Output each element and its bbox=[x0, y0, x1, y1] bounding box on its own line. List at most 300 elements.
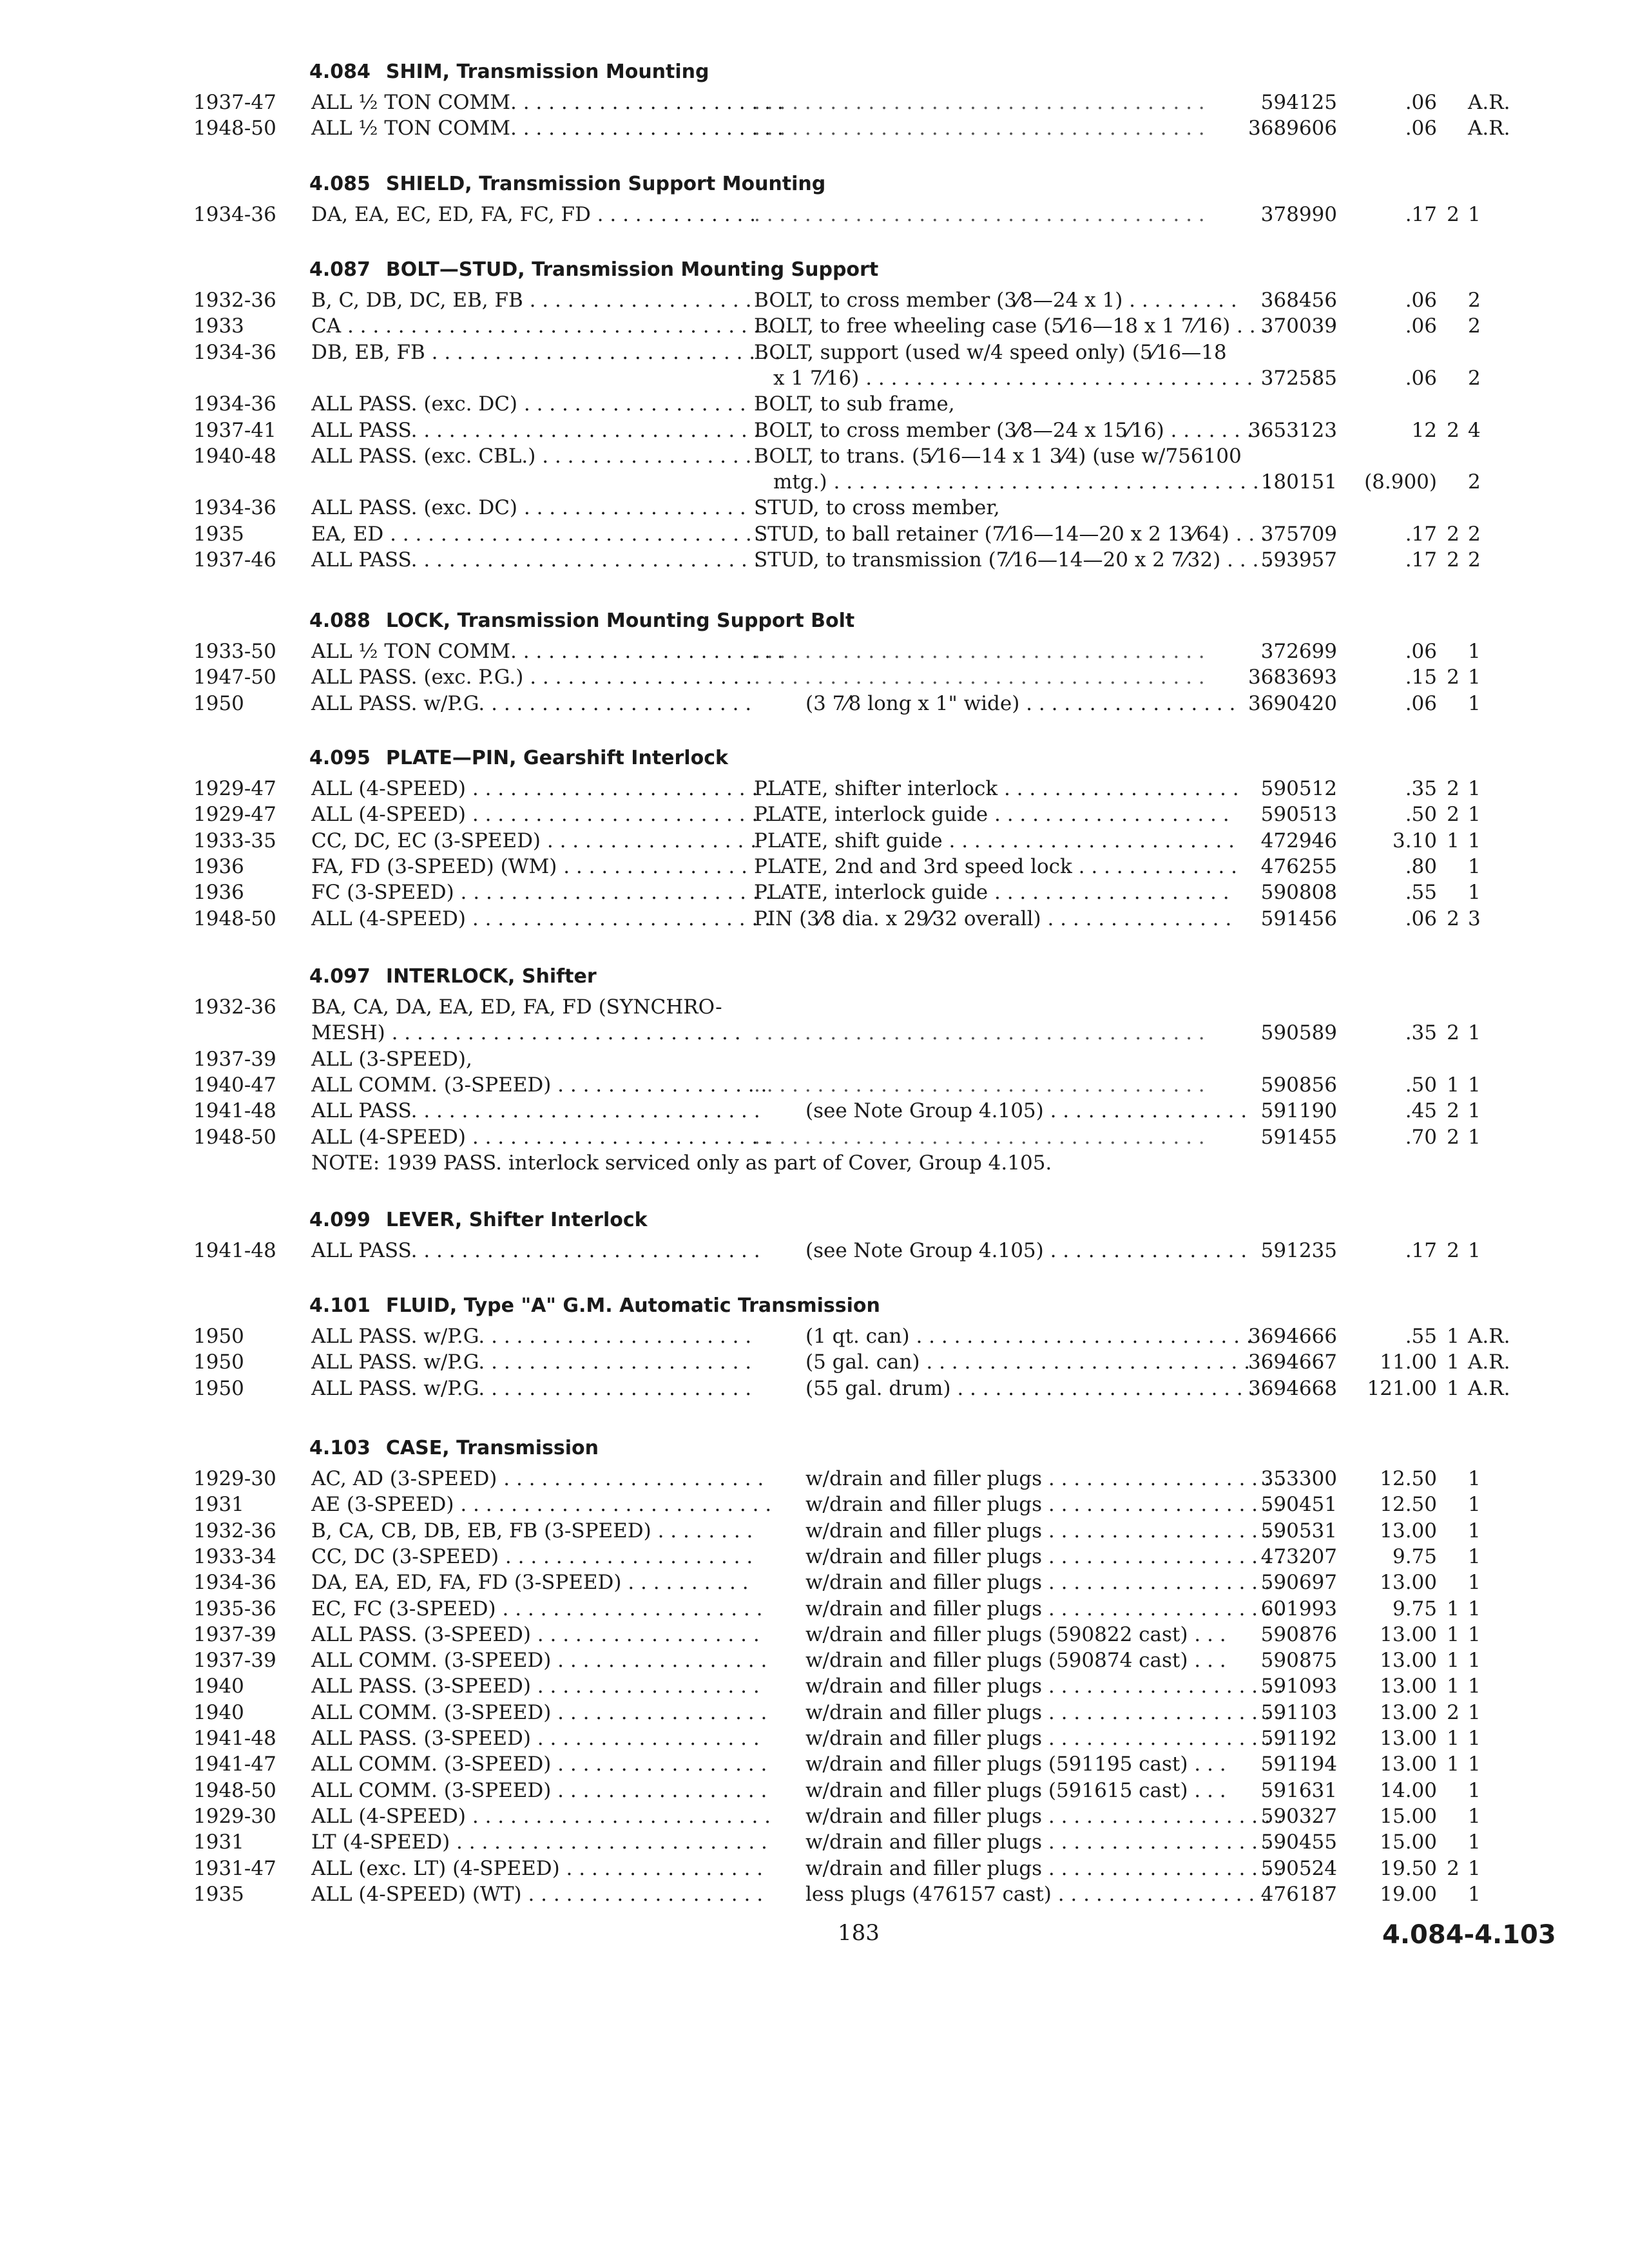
row-price: 15.00 bbox=[1380, 1831, 1437, 1854]
row-part-number: 591455 bbox=[1260, 1125, 1337, 1149]
row-price: 12 bbox=[1411, 418, 1437, 442]
row-qty-2: 1 bbox=[1468, 1125, 1481, 1149]
row-years: 1948-50 bbox=[193, 1125, 276, 1149]
row-description: PLATE, interlock guide . . . . . . . . . . . . . . . . . . . bbox=[754, 803, 1229, 827]
row-price: 14.00 bbox=[1380, 1778, 1437, 1802]
row-description: (see Note Group 4.105) . . . . . . . . . . . . . . . . bbox=[805, 1099, 1248, 1123]
row-qty-1: 2 bbox=[1447, 907, 1460, 930]
row-years: 1950 bbox=[193, 1350, 244, 1374]
row-price: 12.50 bbox=[1380, 1467, 1437, 1490]
row-application: DA, EA, ED, FA, FD (3-SPEED) . . . . . . . . . . bbox=[311, 1571, 749, 1595]
row-price: .06 bbox=[1405, 640, 1437, 663]
row-qty-1: 1 bbox=[1447, 1597, 1460, 1620]
row-application: ALL COMM. (3-SPEED) . . . . . . . . . . . . . . . . . bbox=[311, 1073, 767, 1097]
row-price: 9.75 bbox=[1392, 1597, 1437, 1620]
row-application: ALL (4-SPEED) . . . . . . . . . . . . . . . . . . . . . . . . bbox=[311, 1804, 771, 1828]
row-description: BOLT, support (used w/4 speed only) (5⁄16—18 bbox=[754, 340, 1227, 364]
parts-row bbox=[0, 774, 1629, 803]
row-application: ALL ½ TON COMM. . . . . . . . . . . . . . . . . . . . . . bbox=[311, 91, 784, 114]
row-description: . . . . . . . . . . . . . . . . . . . . . . . . . . . . . . . . . . . . bbox=[754, 117, 1205, 140]
parts-row bbox=[0, 1828, 1629, 1856]
row-years: 1937-41 bbox=[193, 418, 276, 442]
row-qty-2: 1 bbox=[1468, 666, 1481, 689]
row-years: 1950 bbox=[193, 1325, 244, 1348]
group-header bbox=[309, 961, 597, 992]
row-application: ALL COMM. (3-SPEED) . . . . . . . . . . . . . . . . . bbox=[311, 1753, 767, 1776]
row-part-number: 590512 bbox=[1260, 777, 1337, 800]
row-description: w/drain and filler plugs . . . . . . . . . . . . . . . . . . . bbox=[805, 1571, 1284, 1595]
row-part-number: 590697 bbox=[1260, 1571, 1337, 1595]
parts-row bbox=[0, 1236, 1629, 1265]
row-qty-2: 1 bbox=[1468, 1099, 1481, 1123]
row-application: ALL PASS. . . . . . . . . . . . . . . . . . . . . . . . . . . . bbox=[311, 548, 760, 572]
parts-row bbox=[0, 1071, 1629, 1099]
row-application: ALL PASS. (exc. DC) . . . . . . . . . . . . . . . . . . bbox=[311, 392, 746, 416]
row-price: .80 bbox=[1405, 854, 1437, 878]
parts-row bbox=[0, 1322, 1629, 1350]
row-years: 1933-34 bbox=[193, 1544, 276, 1568]
row-years: 1940 bbox=[193, 1675, 244, 1698]
row-qty-1: 2 bbox=[1447, 548, 1460, 572]
row-price: (8.900) bbox=[1364, 470, 1437, 494]
row-qty-1: 2 bbox=[1447, 1856, 1460, 1880]
parts-row bbox=[0, 114, 1629, 142]
parts-row bbox=[0, 1620, 1629, 1649]
row-application: CA . . . . . . . . . . . . . . . . . . . . . . . . . . . . . . . . . . . bbox=[311, 314, 786, 338]
row-description: w/drain and filler plugs . . . . . . . . . . . . . . . . . . . bbox=[805, 1467, 1284, 1490]
row-part-number: 590856 bbox=[1260, 1073, 1337, 1097]
parts-row bbox=[0, 1045, 1629, 1073]
row-qty-1: 2 bbox=[1447, 666, 1460, 689]
row-description: w/drain and filler plugs . . . . . . . . . . . . . . . . . . . bbox=[805, 1804, 1284, 1828]
parts-row bbox=[0, 442, 1629, 470]
row-application: ALL PASS. w/P.G. . . . . . . . . . . . . . . . . . . . . . bbox=[311, 1376, 752, 1400]
row-description: w/drain and filler plugs . . . . . . . . . . . . . . . . . . . bbox=[805, 1831, 1284, 1854]
row-qty-2: 1 bbox=[1468, 1700, 1481, 1724]
row-application: ALL (4-SPEED) . . . . . . . . . . . . . . . . . . . . . . . . bbox=[311, 1125, 771, 1149]
row-qty-2: 1 bbox=[1468, 777, 1481, 800]
row-qty-1: 1 bbox=[1447, 1073, 1460, 1097]
row-description: (1 qt. can) . . . . . . . . . . . . . . . . . . . . . . . . . . . bbox=[805, 1325, 1253, 1348]
row-part-number: 590531 bbox=[1260, 1519, 1337, 1542]
row-price: .15 bbox=[1405, 666, 1437, 689]
row-years: 1940-48 bbox=[193, 444, 276, 468]
row-qty-2: A.R. bbox=[1468, 1350, 1510, 1374]
row-application: CC, DC (3-SPEED) . . . . . . . . . . . . . . . . . . . . bbox=[311, 1544, 753, 1568]
group-title: INTERLOCK, Shifter bbox=[385, 965, 597, 988]
row-description: mtg.) . . . . . . . . . . . . . . . . . . . . . . . . . . . . . . . . . . . bbox=[773, 470, 1272, 494]
parts-row bbox=[0, 546, 1629, 574]
row-part-number: 3683693 bbox=[1248, 666, 1337, 689]
row-qty-2: 1 bbox=[1468, 829, 1481, 852]
row-qty-1: 1 bbox=[1447, 829, 1460, 852]
row-qty-2: A.R. bbox=[1468, 117, 1510, 140]
row-part-number: 3653123 bbox=[1248, 418, 1337, 442]
row-application: FA, FD (3-SPEED) (WM) . . . . . . . . . . . . . . . bbox=[311, 854, 747, 878]
parts-row bbox=[0, 852, 1629, 881]
row-application: ALL (exc. LT) (4-SPEED) . . . . . . . . . . . . . . . . bbox=[311, 1856, 764, 1880]
row-years: 1937-47 bbox=[193, 91, 276, 114]
row-qty-2: 2 bbox=[1468, 470, 1481, 494]
row-qty-2: 2 bbox=[1468, 522, 1481, 546]
row-description: w/drain and filler plugs (591195 cast) . . . bbox=[805, 1753, 1226, 1776]
parts-row bbox=[0, 1880, 1629, 1908]
row-qty-2: 1 bbox=[1468, 1239, 1481, 1262]
row-description: PLATE, shifter interlock . . . . . . . . . . . . . . . . . . . bbox=[754, 777, 1239, 800]
row-part-number: 3694666 bbox=[1248, 1325, 1337, 1348]
parts-row bbox=[0, 689, 1629, 718]
row-qty-1: 1 bbox=[1447, 1350, 1460, 1374]
row-years: 1948-50 bbox=[193, 907, 276, 930]
row-price: 9.75 bbox=[1392, 1544, 1437, 1568]
row-description: PLATE, 2nd and 3rd speed lock . . . . . . . . . . . . . bbox=[754, 854, 1237, 878]
row-application: DA, EA, EC, ED, FA, FC, FD . . . . . . . . . . . . . bbox=[311, 203, 757, 226]
row-qty-2: 1 bbox=[1468, 691, 1481, 715]
row-part-number: 591631 bbox=[1260, 1778, 1337, 1802]
parts-row bbox=[0, 520, 1629, 548]
row-qty-2: 1 bbox=[1468, 1073, 1481, 1097]
row-years: 1948-50 bbox=[193, 117, 276, 140]
row-years: 1936 bbox=[193, 881, 244, 905]
parts-row bbox=[0, 468, 1629, 496]
row-description: w/drain and filler plugs . . . . . . . . . . . . . . . . . . . bbox=[805, 1700, 1284, 1724]
row-application: AE (3-SPEED) . . . . . . . . . . . . . . . . . . . . . . . . . bbox=[311, 1493, 772, 1517]
group-header bbox=[309, 1433, 599, 1464]
row-years: 1934-36 bbox=[193, 392, 276, 416]
row-years: 1932-36 bbox=[193, 1519, 276, 1542]
row-price: .06 bbox=[1405, 691, 1437, 715]
row-price: 13.00 bbox=[1380, 1622, 1437, 1646]
row-qty-2: 1 bbox=[1468, 1544, 1481, 1568]
row-application: AC, AD (3-SPEED) . . . . . . . . . . . . . . . . . . . . . bbox=[311, 1467, 764, 1490]
parts-row bbox=[0, 905, 1629, 933]
row-description: PLATE, interlock guide . . . . . . . . . . . . . . . . . . . bbox=[754, 881, 1229, 905]
row-part-number: 591194 bbox=[1260, 1753, 1337, 1776]
row-description: . . . . . . . . . . . . . . . . . . . . . . . . . . . . . . . . . . . . bbox=[754, 91, 1205, 114]
group-title: FLUID, Type "A" G.M. Automatic Transmission bbox=[385, 1294, 880, 1317]
row-qty-2: 2 bbox=[1468, 548, 1481, 572]
row-qty-1: 2 bbox=[1447, 418, 1460, 442]
row-qty-1: 2 bbox=[1447, 203, 1460, 226]
row-description: BOLT, to cross member (3⁄8—24 x 1) . . . . . . . . . bbox=[754, 289, 1237, 312]
row-application: ALL ½ TON COMM. . . . . . . . . . . . . . . . . . . . . . bbox=[311, 117, 784, 140]
row-part-number: 476187 bbox=[1260, 1882, 1337, 1906]
row-description: w/drain and filler plugs (591615 cast) . . . bbox=[805, 1778, 1226, 1802]
group-number: 4.085 bbox=[309, 173, 371, 195]
row-price: .06 bbox=[1405, 91, 1437, 114]
row-price: 13.00 bbox=[1380, 1753, 1437, 1776]
row-part-number: 3694667 bbox=[1248, 1350, 1337, 1374]
row-description: w/drain and filler plugs . . . . . . . . . . . . . . . . . . . bbox=[805, 1544, 1284, 1568]
row-years: 1931 bbox=[193, 1831, 244, 1854]
row-qty-1: 1 bbox=[1447, 1727, 1460, 1750]
row-qty-2: 1 bbox=[1468, 1467, 1481, 1490]
parts-row bbox=[0, 1374, 1629, 1403]
row-part-number: 472946 bbox=[1260, 829, 1337, 852]
parts-row bbox=[0, 663, 1629, 691]
parts-row bbox=[0, 1802, 1629, 1831]
row-part-number: 594125 bbox=[1260, 91, 1337, 114]
row-description: BOLT, to cross member (3⁄8—24 x 15⁄16) . . . . . . . bbox=[754, 418, 1253, 442]
row-part-number: 353300 bbox=[1260, 1467, 1337, 1490]
parts-row bbox=[0, 800, 1629, 829]
row-part-number: 180151 bbox=[1260, 470, 1337, 494]
row-years: 1933-35 bbox=[193, 829, 276, 852]
row-price: .55 bbox=[1405, 881, 1437, 905]
row-qty-2: 1 bbox=[1468, 1778, 1481, 1802]
row-description: STUD, to ball retainer (7⁄16—14—20 x 2 13⁄64) . . . bbox=[754, 522, 1268, 546]
row-years: 1934-36 bbox=[193, 496, 276, 520]
group-header bbox=[309, 57, 709, 88]
row-price: .70 bbox=[1405, 1125, 1437, 1149]
row-price: 121.00 bbox=[1367, 1376, 1437, 1400]
row-years: 1941-48 bbox=[193, 1727, 276, 1750]
group-title: LOCK, Transmission Mounting Support Bolt bbox=[385, 610, 855, 632]
row-part-number: 590524 bbox=[1260, 1856, 1337, 1880]
group-header bbox=[309, 606, 854, 637]
row-price: .50 bbox=[1405, 1073, 1437, 1097]
row-years: 1935 bbox=[193, 1882, 244, 1906]
row-application: ALL PASS. . . . . . . . . . . . . . . . . . . . . . . . . . . . bbox=[311, 1099, 760, 1123]
group-title: BOLT—STUD, Transmission Mounting Support bbox=[385, 258, 879, 281]
row-qty-2: 1 bbox=[1468, 854, 1481, 878]
parts-row bbox=[0, 1776, 1629, 1805]
row-price: .50 bbox=[1405, 803, 1437, 827]
row-description: PIN (3⁄8 dia. x 29⁄32 overall) . . . . . . . . . . . . . . . bbox=[754, 907, 1232, 930]
row-description: w/drain and filler plugs . . . . . . . . . . . . . . . . . . . bbox=[805, 1493, 1284, 1517]
row-qty-2: 2 bbox=[1468, 314, 1481, 338]
parts-row bbox=[0, 1542, 1629, 1571]
row-part-number: 591235 bbox=[1260, 1239, 1337, 1262]
row-part-number: 370039 bbox=[1260, 314, 1337, 338]
row-years: 1948-50 bbox=[193, 1778, 276, 1802]
row-application: ALL (3-SPEED), bbox=[311, 1047, 472, 1071]
row-years: 1950 bbox=[193, 691, 244, 715]
row-price: .17 bbox=[1405, 548, 1437, 572]
row-part-number: 372585 bbox=[1260, 366, 1337, 390]
row-description: PLATE, shift guide . . . . . . . . . . . . . . . . . . . . . . . bbox=[754, 829, 1235, 852]
page-number: 183 bbox=[838, 1920, 880, 1946]
group-header bbox=[309, 169, 825, 200]
parts-row bbox=[0, 1568, 1629, 1597]
row-description: BOLT, to trans. (5⁄16—14 x 1 3⁄4) (use w/756100 bbox=[754, 444, 1242, 468]
row-description: . . . . . . . . . . . . . . . . . . . . . . . . . . . . . . . . . . . . bbox=[754, 1073, 1205, 1097]
row-years: 1941-48 bbox=[193, 1239, 276, 1262]
row-description: w/drain and filler plugs . . . . . . . . . . . . . . . . . . . bbox=[805, 1856, 1284, 1880]
row-qty-2: 1 bbox=[1468, 1021, 1481, 1045]
row-application: ALL PASS. (3-SPEED) . . . . . . . . . . . . . . . . . . bbox=[311, 1727, 760, 1750]
row-application: FC (3-SPEED) . . . . . . . . . . . . . . . . . . . . . . . . . bbox=[311, 881, 772, 905]
row-part-number: 591103 bbox=[1260, 1700, 1337, 1724]
row-application: ALL PASS. (3-SPEED) . . . . . . . . . . . . . . . . . . bbox=[311, 1675, 760, 1698]
parts-row bbox=[0, 1019, 1629, 1047]
row-price: .17 bbox=[1405, 1239, 1437, 1262]
row-description: BOLT, to free wheeling case (5⁄16—18 x 1 7⁄16) . . . bbox=[754, 314, 1269, 338]
row-description: (55 gal. drum) . . . . . . . . . . . . . . . . . . . . . . . . bbox=[805, 1376, 1256, 1400]
row-price: 13.00 bbox=[1380, 1675, 1437, 1698]
row-price: 3.10 bbox=[1392, 829, 1437, 852]
parts-row bbox=[0, 827, 1629, 855]
row-qty-1: 2 bbox=[1447, 1239, 1460, 1262]
parts-row bbox=[0, 200, 1629, 229]
row-application: ALL PASS. (3-SPEED) . . . . . . . . . . . . . . . . . . bbox=[311, 1622, 760, 1646]
group-number: 4.087 bbox=[309, 258, 371, 281]
group-title: PLATE—PIN, Gearshift Interlock bbox=[385, 747, 728, 769]
row-part-number: 3694668 bbox=[1248, 1376, 1337, 1400]
row-qty-1: 2 bbox=[1447, 1125, 1460, 1149]
group-number: 4.101 bbox=[309, 1294, 371, 1317]
row-price: 13.00 bbox=[1380, 1649, 1437, 1673]
row-application: CC, DC, EC (3-SPEED) . . . . . . . . . . . . . . . . . bbox=[311, 829, 757, 852]
row-years: 1940-47 bbox=[193, 1073, 276, 1097]
row-description: w/drain and filler plugs (590874 cast) . . . bbox=[805, 1649, 1226, 1673]
row-qty-1: 2 bbox=[1447, 1700, 1460, 1724]
row-qty-2: 1 bbox=[1468, 1675, 1481, 1698]
row-qty-2: 1 bbox=[1468, 1649, 1481, 1673]
row-part-number: 593957 bbox=[1260, 548, 1337, 572]
row-years: 1940 bbox=[193, 1700, 244, 1724]
row-description: . . . . . . . . . . . . . . . . . . . . . . . . . . . . . . . . . . . . bbox=[754, 666, 1205, 689]
row-qty-2: A.R. bbox=[1468, 1325, 1510, 1348]
row-qty-2: 1 bbox=[1468, 1804, 1481, 1828]
row-part-number: 590513 bbox=[1260, 803, 1337, 827]
row-years: 1937-46 bbox=[193, 548, 276, 572]
row-description: . . . . . . . . . . . . . . . . . . . . . . . . . . . . . . . . . . . . bbox=[754, 1125, 1205, 1149]
row-years: 1929-30 bbox=[193, 1467, 276, 1490]
row-application: B, C, DB, DC, EB, FB . . . . . . . . . . . . . . . . . . bbox=[311, 289, 752, 312]
row-part-number: 3689606 bbox=[1248, 117, 1337, 140]
row-part-number: 590455 bbox=[1260, 1831, 1337, 1854]
parts-row bbox=[0, 1595, 1629, 1623]
row-application: ALL (4-SPEED) . . . . . . . . . . . . . . . . . . . . . . . . bbox=[311, 907, 771, 930]
group-header bbox=[309, 743, 728, 774]
row-qty-1: 2 bbox=[1447, 1021, 1460, 1045]
row-years: 1931-47 bbox=[193, 1856, 276, 1880]
row-qty-2: 2 bbox=[1468, 289, 1481, 312]
row-application: ALL PASS. . . . . . . . . . . . . . . . . . . . . . . . . . . . bbox=[311, 418, 760, 442]
row-description: (5 gal. can) . . . . . . . . . . . . . . . . . . . . . . . . . . bbox=[805, 1350, 1250, 1374]
row-part-number: 476255 bbox=[1260, 854, 1337, 878]
group-title: SHIM, Transmission Mounting bbox=[385, 61, 709, 83]
row-qty-2: 1 bbox=[1468, 1519, 1481, 1542]
row-price: 19.00 bbox=[1380, 1882, 1437, 1906]
row-qty-1: 2 bbox=[1447, 777, 1460, 800]
parts-row bbox=[0, 1724, 1629, 1753]
row-description: STUD, to cross member, bbox=[754, 496, 1000, 520]
group-header bbox=[309, 1205, 648, 1236]
row-description: . . . . . . . . . . . . . . . . . . . . . . . . . . . . . . . . . . . . bbox=[754, 203, 1205, 226]
row-price: 11.00 bbox=[1380, 1350, 1437, 1374]
parts-row bbox=[0, 993, 1629, 1021]
row-qty-2: 2 bbox=[1468, 366, 1481, 390]
row-part-number: 375709 bbox=[1260, 522, 1337, 546]
row-application: MESH) . . . . . . . . . . . . . . . . . . . . . . . . . . . . bbox=[311, 1021, 741, 1045]
row-price: .17 bbox=[1405, 522, 1437, 546]
row-qty-2: 1 bbox=[1468, 1727, 1481, 1750]
row-qty-2: 4 bbox=[1468, 418, 1481, 442]
row-qty-2: 3 bbox=[1468, 907, 1481, 930]
row-years: 1932-36 bbox=[193, 289, 276, 312]
row-part-number: 473207 bbox=[1260, 1544, 1337, 1568]
row-part-number: 601993 bbox=[1260, 1597, 1337, 1620]
row-qty-1: 1 bbox=[1447, 1325, 1460, 1348]
row-application: ALL PASS. . . . . . . . . . . . . . . . . . . . . . . . . . . . bbox=[311, 1239, 760, 1262]
row-application: ALL (4-SPEED) . . . . . . . . . . . . . . . . . . . . . . . . bbox=[311, 803, 771, 827]
row-description: w/drain and filler plugs (590822 cast) . . . bbox=[805, 1622, 1226, 1646]
row-application: ALL COMM. (3-SPEED) . . . . . . . . . . . . . . . . . bbox=[311, 1700, 767, 1724]
row-qty-2: 1 bbox=[1468, 1753, 1481, 1776]
row-application: ALL ½ TON COMM. . . . . . . . . . . . . . . . . . . . . . bbox=[311, 640, 784, 663]
parts-row bbox=[0, 1517, 1629, 1545]
row-price: .35 bbox=[1405, 1021, 1437, 1045]
group-note: NOTE: 1939 PASS. interlock serviced only as part of Cover, Group 4.105. bbox=[311, 1151, 1052, 1175]
row-application: ALL COMM. (3-SPEED) . . . . . . . . . . . . . . . . . bbox=[311, 1778, 767, 1802]
row-part-number: 590876 bbox=[1260, 1622, 1337, 1646]
row-qty-2: 1 bbox=[1468, 1597, 1481, 1620]
row-price: 19.50 bbox=[1380, 1856, 1437, 1880]
row-qty-2: A.R. bbox=[1468, 91, 1510, 114]
row-part-number: 368456 bbox=[1260, 289, 1337, 312]
row-description: (see Note Group 4.105) . . . . . . . . . . . . . . . . bbox=[805, 1239, 1248, 1262]
group-title: LEVER, Shifter Interlock bbox=[385, 1209, 648, 1231]
row-years: 1941-47 bbox=[193, 1753, 276, 1776]
row-application: B, CA, CB, DB, EB, FB (3-SPEED) . . . . . . . . bbox=[311, 1519, 753, 1542]
parts-row bbox=[0, 1348, 1629, 1376]
row-application: ALL PASS. w/P.G. . . . . . . . . . . . . . . . . . . . . . bbox=[311, 1350, 752, 1374]
parts-row bbox=[0, 88, 1629, 117]
row-part-number: 591093 bbox=[1260, 1675, 1337, 1698]
row-price: .06 bbox=[1405, 366, 1437, 390]
row-price: 13.00 bbox=[1380, 1571, 1437, 1595]
row-description: w/drain and filler plugs . . . . . . . . . . . . . . . . . . . bbox=[805, 1675, 1284, 1698]
row-application: ALL COMM. (3-SPEED) . . . . . . . . . . . . . . . . . bbox=[311, 1649, 767, 1673]
group-title: CASE, Transmission bbox=[385, 1437, 599, 1459]
row-qty-2: 1 bbox=[1468, 1493, 1481, 1517]
row-price: .45 bbox=[1405, 1099, 1437, 1123]
parts-row bbox=[0, 494, 1629, 522]
row-part-number: 590327 bbox=[1260, 1804, 1337, 1828]
row-years: 1941-48 bbox=[193, 1099, 276, 1123]
parts-row bbox=[0, 878, 1629, 907]
row-price: 12.50 bbox=[1380, 1493, 1437, 1517]
row-years: 1935 bbox=[193, 522, 244, 546]
row-part-number: 590875 bbox=[1260, 1649, 1337, 1673]
row-description: . . . . . . . . . . . . . . . . . . . . . . . . . . . . . . . . . . . . bbox=[754, 1021, 1205, 1045]
parts-row bbox=[0, 1672, 1629, 1700]
group-number: 4.095 bbox=[309, 747, 371, 769]
row-qty-1: 1 bbox=[1447, 1675, 1460, 1698]
row-qty-2: 1 bbox=[1468, 1622, 1481, 1646]
row-years: 1934-36 bbox=[193, 1571, 276, 1595]
row-qty-1: 2 bbox=[1447, 803, 1460, 827]
row-description: BOLT, to sub frame, bbox=[754, 392, 955, 416]
group-number: 4.084 bbox=[309, 61, 371, 83]
row-years: 1950 bbox=[193, 1376, 244, 1400]
parts-row bbox=[0, 286, 1629, 314]
row-years: 1937-39 bbox=[193, 1047, 276, 1071]
row-price: .06 bbox=[1405, 907, 1437, 930]
row-description: w/drain and filler plugs . . . . . . . . . . . . . . . . . . . bbox=[805, 1519, 1284, 1542]
parts-row bbox=[0, 1123, 1629, 1151]
row-application: EC, FC (3-SPEED) . . . . . . . . . . . . . . . . . . . . . bbox=[311, 1597, 763, 1620]
row-part-number: 590451 bbox=[1260, 1493, 1337, 1517]
row-years: 1929-30 bbox=[193, 1804, 276, 1828]
row-application: BA, CA, DA, EA, ED, FA, FD (SYNCHRO- bbox=[311, 995, 722, 1019]
row-price: .06 bbox=[1405, 289, 1437, 312]
row-price: 13.00 bbox=[1380, 1700, 1437, 1724]
row-qty-2: 1 bbox=[1468, 1856, 1481, 1880]
row-years: 1935-36 bbox=[193, 1597, 276, 1620]
